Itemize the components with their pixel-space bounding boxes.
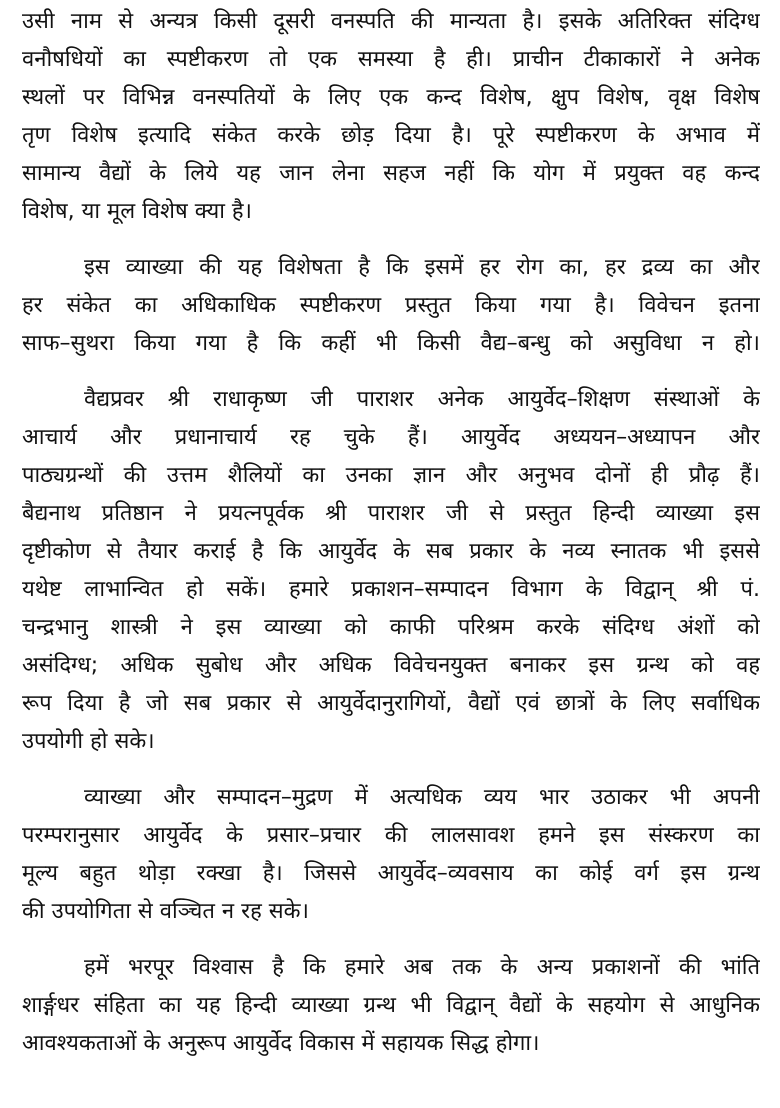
text-line: व्याख्या और सम्पादन–मुद्रण में अत्यधिक व्यय भार उठाकर भी अपनी: [84, 785, 760, 810]
text-line: मूल्य बहुत थोड़ा रक्खा है। जिससे आयुर्वेद–व्यवसाय का कोई वर्ग इस ग्रन्थ: [22, 861, 760, 886]
text-line: वनौषधियों का स्पष्टीकरण तो एक समस्या है ही। प्राचीन टीकाकारों ने अनेक: [22, 47, 760, 72]
text-line: तृण विशेष इत्यादि संकेत करके छोड़ दिया है। पूरे स्पष्टीकरण के अभाव में: [22, 123, 760, 148]
text-line: की उपयोगिता से वञ्चित न रह सके।: [22, 899, 309, 924]
paragraph-4: [22, 779, 760, 931]
text-line: हमें भरपूर विश्वास है कि हमारे अब तक के अन्य प्रकाशनों की भांति: [84, 955, 760, 980]
text-line: साफ–सुथरा किया गया है कि कहीं भी किसी वैद्य–बन्धु को असुविधा न हो।: [22, 331, 760, 356]
text-line: सामान्य वैद्यों के लिये यह जान लेना सहज नहीं कि योग में प्रयुक्त वह कन्द: [22, 161, 760, 186]
text-line: रूप दिया है जो सब प्रकार से आयुर्वेदानुरागियों, वैद्यों एवं छात्रों के लिए सर्वाधिक: [22, 691, 760, 716]
text-line: विशेष, या मूल विशेष क्या है।: [22, 199, 252, 224]
text-line: वैद्यप्रवर श्री राधाकृष्ण जी पाराशर अनेक आयुर्वेद–शिक्षण संस्थाओं के: [84, 387, 760, 412]
text-line: पाठ्यग्रन्थों की उत्तम शैलियों का उनका ज्ञान और अनुभव दोनों ही प्रौढ़ हैं।: [22, 463, 760, 488]
text-line: उपयोगी हो सके।: [22, 729, 155, 754]
text-line: इस व्याख्या की यह विशेषता है कि इसमें हर रोग का, हर द्रव्य का और: [84, 255, 760, 280]
text-line: स्थलों पर विभिन्न वनस्पतियों के लिए एक कन्द विशेष, क्षुप विशेष, वृक्ष विशेष: [22, 85, 760, 110]
text-line: आवश्यकताओं के अनुरूप आयुर्वेद विकास में सहायक सिद्ध होगा।: [22, 1031, 540, 1056]
text-line: असंदिग्ध; अधिक सुबोध और अधिक विवेचनयुक्त बनाकर इस ग्रन्थ को वह: [22, 653, 760, 678]
text-line: यथेष्ट लाभान्वित हो सकें। हमारे प्रकाशन–सम्पादन विभाग के विद्वान् श्री पं.: [22, 577, 760, 602]
text-line: शार्ङ्गधर संहिता का यह हिन्दी व्याख्या ग्रन्थ भी विद्वान् वैद्यों के सहयोग से आधुनिक: [22, 993, 760, 1018]
text-line: दृष्टीकोण से तैयार कराई है कि आयुर्वेद के सब प्रकार के नव्य स्नातक भी इससे: [22, 539, 760, 564]
paragraph-3: [22, 381, 760, 761]
document-page: [22, 3, 760, 1081]
paragraph-5: [22, 949, 760, 1063]
text-line: हर संकेत का अधिकाधिक स्पष्टीकरण प्रस्तुत किया गया है। विवेचन इतना: [22, 293, 760, 318]
text-line: उसी नाम से अन्यत्र किसी दूसरी वनस्पति की मान्यता है। इसके अतिरिक्त संदिग्ध: [22, 9, 760, 34]
text-line: परम्परानुसार आयुर्वेद के प्रसार–प्रचार की लालसावश हमने इस संस्करण का: [22, 823, 760, 848]
paragraph-1: [22, 3, 760, 231]
text-line: आचार्य और प्रधानाचार्य रह चुके हैं। आयुर्वेद अध्ययन–अध्यापन और: [22, 425, 760, 450]
text-line: चन्द्रभानु शास्त्री ने इस व्याख्या को काफी परिश्रम करके संदिग्ध अंशों को: [22, 615, 760, 640]
text-line: बैद्यनाथ प्रतिष्ठान ने प्रयत्नपूर्वक श्री पाराशर जी से प्रस्तुत हिन्दी व्याख्या इस: [22, 501, 760, 526]
paragraph-2: [22, 249, 760, 363]
